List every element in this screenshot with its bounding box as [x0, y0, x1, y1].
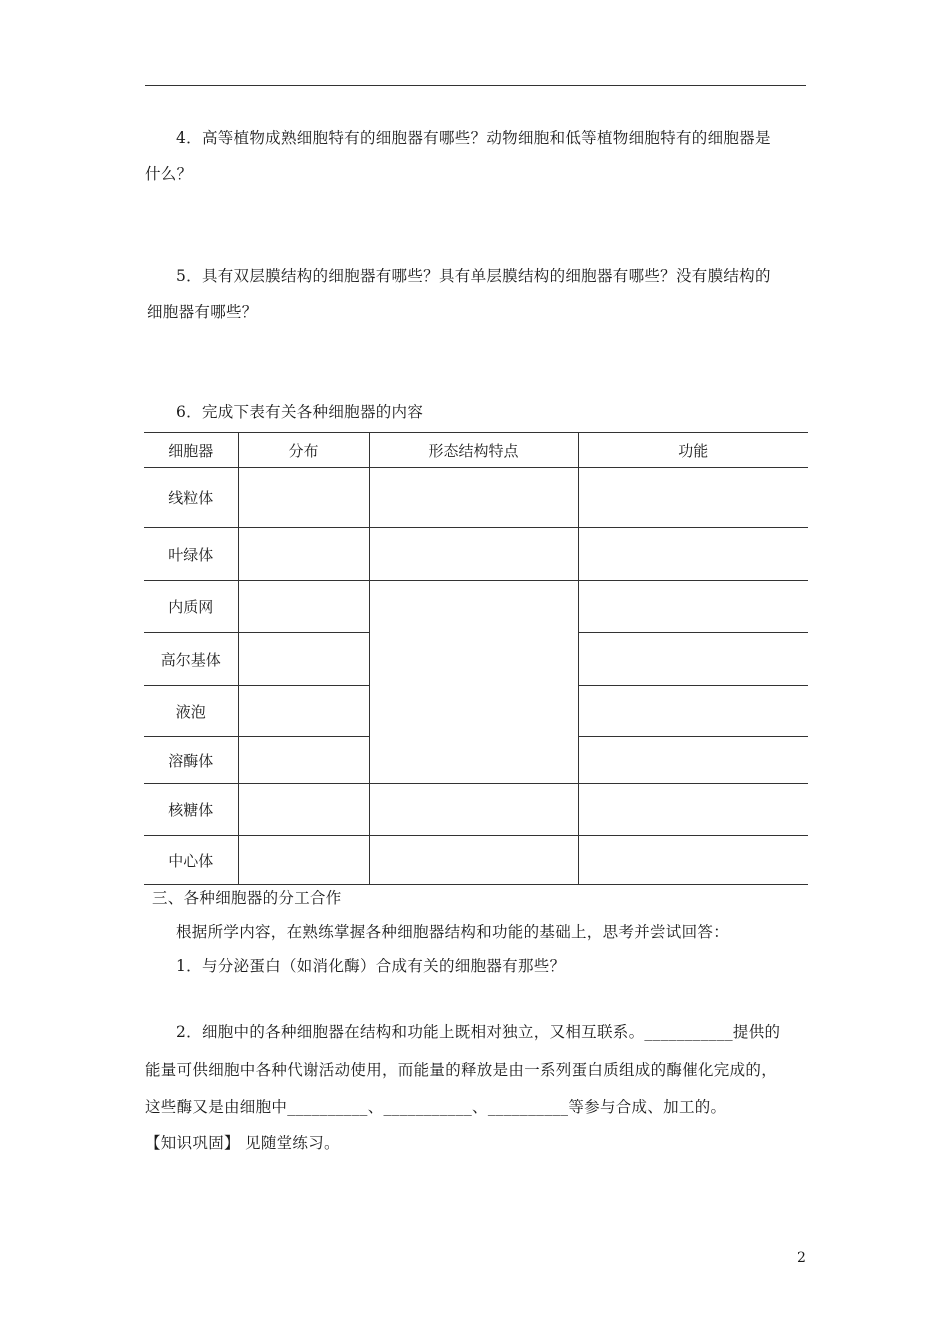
table-row	[144, 528, 808, 581]
function-cell[interactable]	[578, 528, 808, 581]
function-cell[interactable]	[578, 468, 808, 528]
header-function: 功能	[578, 433, 808, 468]
table-row	[144, 468, 808, 528]
organelle-name: 线粒体	[144, 468, 238, 528]
section-3-question-2-line-1: 2．细胞中的各种细胞器在结构和功能上既相对独立，又相互联系。___________提供的	[176, 1023, 781, 1041]
table-header-row	[144, 433, 808, 468]
table-row	[144, 581, 808, 633]
question-5-line-1: 5．具有双层膜结构的细胞器有哪些？具有单层膜结构的细胞器有哪些？没有膜结构的	[176, 267, 771, 285]
organelle-name: 叶绿体	[144, 528, 238, 581]
organelle-name: 中心体	[144, 836, 238, 885]
question-5-line-2: 细胞器有哪些？	[147, 303, 258, 321]
distribution-cell[interactable]	[238, 737, 369, 784]
function-cell[interactable]	[578, 633, 808, 686]
distribution-cell[interactable]	[238, 836, 369, 885]
structure-cell[interactable]	[369, 528, 578, 581]
function-cell[interactable]	[578, 737, 808, 784]
section-3-question-2-line-3: 这些酶又是由细胞中__________、___________、__________等参与合成、加工的。	[145, 1098, 727, 1116]
question-4-line-2: 什么？	[145, 165, 193, 183]
section-3-question-2-line-2: 能量可供细胞中各种代谢活动使用，而能量的释放是由一系列蛋白质组成的酶催化完成的，	[145, 1061, 778, 1079]
structure-cell[interactable]	[369, 468, 578, 528]
question-6: 6．完成下表有关各种细胞器的内容	[176, 403, 424, 421]
organelle-name: 核糖体	[144, 784, 238, 836]
structure-cell[interactable]	[369, 836, 578, 885]
distribution-cell[interactable]	[238, 633, 369, 686]
table-row	[144, 784, 808, 836]
function-cell[interactable]	[578, 581, 808, 633]
distribution-cell[interactable]	[238, 686, 369, 737]
function-cell[interactable]	[578, 836, 808, 885]
section-3-intro: 根据所学内容，在熟练掌握各种细胞器结构和功能的基础上，思考并尝试回答：	[176, 923, 730, 941]
distribution-cell[interactable]	[238, 528, 369, 581]
section-3-title: 三、各种细胞器的分工合作	[152, 889, 342, 907]
distribution-cell[interactable]	[238, 581, 369, 633]
organelle-name: 内质网	[144, 581, 238, 633]
question-4-line-1: 4．高等植物成熟细胞特有的细胞器有哪些？动物细胞和低等植物细胞特有的细胞器是	[176, 129, 771, 147]
function-cell[interactable]	[578, 784, 808, 836]
distribution-cell[interactable]	[238, 784, 369, 836]
organelle-name: 液泡	[144, 686, 238, 737]
section-3-question-1: 1．与分泌蛋白（如消化酶）合成有关的细胞器有那些？	[176, 957, 566, 975]
organelle-name: 溶酶体	[144, 737, 238, 784]
structure-cell[interactable]	[369, 784, 578, 836]
table-row	[144, 836, 808, 885]
distribution-cell[interactable]	[238, 468, 369, 528]
knowledge-consolidation: 【知识巩固】 见随堂练习。	[145, 1134, 340, 1152]
header-organelle: 细胞器	[144, 433, 238, 468]
organelle-name: 高尔基体	[144, 633, 238, 686]
page-number: 2	[797, 1250, 806, 1266]
function-cell[interactable]	[578, 686, 808, 737]
header-distribution: 分布	[238, 433, 369, 468]
organelle-table	[144, 432, 808, 885]
header-structure: 形态结构特点	[369, 433, 578, 468]
header-rule	[145, 85, 806, 86]
structure-cell-merged[interactable]	[369, 581, 578, 784]
